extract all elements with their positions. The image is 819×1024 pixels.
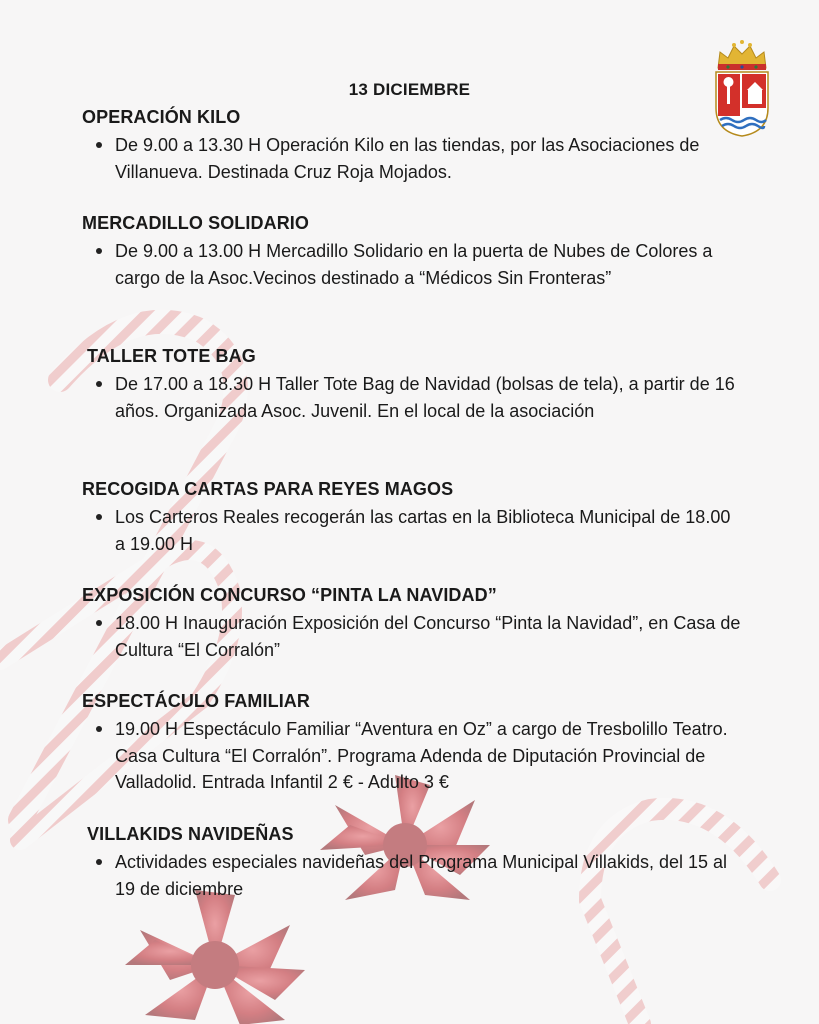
event-description: De 9.00 a 13.30 H Operación Kilo en las tiendas, por las Asociaciones de Villanueva. Destinada Cruz Roja Mojados.	[115, 135, 700, 182]
list-item	[115, 610, 742, 663]
list-item	[115, 132, 742, 185]
event-details	[82, 132, 742, 185]
event-title: EXPOSICIÓN CONCURSO “PINTA LA NAVIDAD”	[82, 585, 497, 605]
list-item	[115, 716, 742, 796]
event-description: 19.00 H Espectáculo Familiar “Aventura en Oz” a cargo de Tresbolillo Teatro. Casa Cultura “El Corralón”. Programa Adenda de Diputación Provincial de Valladolid. Entrada Infantil 2 € - Adulto 3 €	[115, 719, 728, 792]
event-title: OPERACIÓN KILO	[82, 107, 241, 127]
event-espectaculo-familiar	[82, 688, 742, 796]
event-exposicion-concurso	[82, 582, 742, 663]
event-description: De 9.00 a 13.00 H Mercadillo Solidario en la puerta de Nubes de Colores a cargo de la Asoc.Vecinos destinado a “Médicos Sin Fronteras”	[115, 241, 713, 288]
bullet-icon	[96, 726, 102, 732]
event-details	[82, 716, 742, 796]
event-title: MERCADILLO SOLIDARIO	[82, 213, 309, 233]
event-taller-tote-bag	[87, 343, 747, 424]
event-description: De 17.00 a 18.30 H Taller Tote Bag de Navidad (bolsas de tela), a partir de 16 años. Organizada Asoc. Juvenil. En el local de la asociación	[115, 374, 735, 421]
bullet-icon	[96, 381, 102, 387]
date-heading: 13 DICIEMBRE	[348, 80, 471, 99]
event-details	[87, 371, 747, 424]
bullet-icon	[96, 142, 102, 148]
event-title: VILLAKIDS NAVIDEÑAS	[87, 824, 294, 844]
event-operacion-kilo	[82, 104, 742, 185]
list-item	[115, 504, 742, 557]
event-description: Actividades especiales navideñas del Programa Municipal Villakids, del 15 al 19 de diciembre	[115, 852, 728, 899]
list-item	[115, 371, 747, 424]
bullet-icon	[96, 859, 102, 865]
event-description: Los Carteros Reales recogerán las cartas en la Biblioteca Municipal de 18.00 a 19.00 H	[115, 507, 731, 554]
bullet-icon	[96, 620, 102, 626]
event-details	[82, 610, 742, 663]
event-recogida-cartas	[82, 476, 742, 557]
event-title: RECOGIDA CARTAS PARA REYES MAGOS	[82, 479, 454, 499]
event-details	[87, 849, 747, 902]
event-description: 18.00 H Inauguración Exposición del Concurso “Pinta la Navidad”, en Casa de Cultura “El Corralón”	[115, 613, 741, 660]
event-details	[82, 238, 742, 291]
event-title: TALLER TOTE BAG	[87, 346, 256, 366]
event-details	[82, 504, 742, 557]
event-mercadillo-solidario	[82, 210, 742, 291]
event-villakids-navidenas	[87, 821, 747, 902]
bullet-icon	[96, 248, 102, 254]
bullet-icon	[96, 514, 102, 520]
list-item	[115, 238, 742, 291]
list-item	[115, 849, 747, 902]
event-title: ESPECTÁCULO FAMILIAR	[82, 691, 311, 711]
